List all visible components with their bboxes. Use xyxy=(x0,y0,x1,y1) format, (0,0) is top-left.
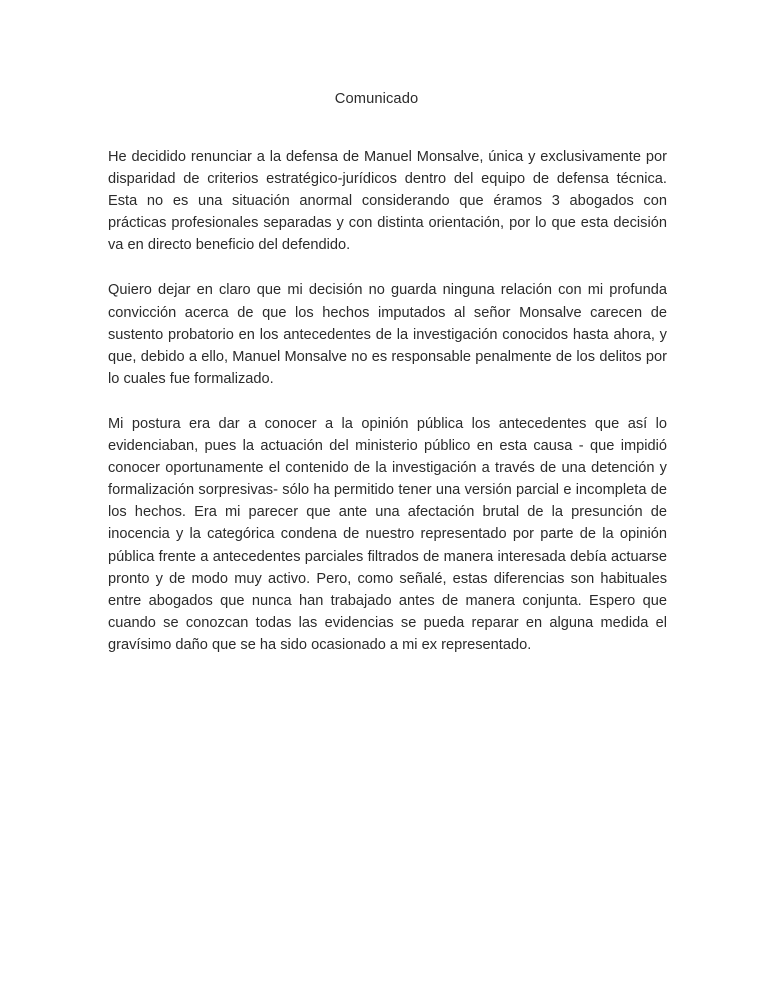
paragraph-3 xyxy=(108,413,667,656)
paragraph-1-segment-2: Esta no es una situación anormal considerando que éramos 3 abogados con prácticas profesionales separadas y con distinta orientación, por lo que esta decisión va en directo beneficio del defendido. xyxy=(108,193,667,254)
paragraph-2-segment-1: Quiero dejar en claro que mi decisión no guarda ninguna relación con mi profunda convicción acerca de que los hechos imputados al señor Monsalve carecen de sustento probatorio en los antecedentes de la investigación conocidos hasta ahora, y que, debido a ello, Manuel Monsalve no es responsable penalmente de los delitos por lo cuales fue formalizado. xyxy=(108,282,667,387)
paragraph-3-segment-1: Mi postura era dar a conocer a la opinión pública los antecedentes que así lo evidenciaban, pues la actuación del ministerio público en esta causa - que impidió conocer oportunamente el contenido de la investigación a través de una detención y formalización sorpresivas- sólo ha permitido tener una versión parcial e incompleta de los hechos. Era mi parecer que ante una afectación brutal de la presunción de inocencia y la categórica condena de nuestro representado por parte de la opinión pública frente a antecedentes parciales filtrados de manera interesada debía actuarse pronto y de modo muy activo. Pero, como señalé, estas diferencias son habituales entre abogados que nunca han trabajado antes de manera conjunta. Espero que cuando se conozcan todas las evidencias se pueda reparar en alguna medida el gravísimo daño que se ha sido ocasionado a mi ex representado. xyxy=(108,415,667,653)
document-body xyxy=(108,146,667,656)
page-title: Comunicado xyxy=(334,91,419,107)
paragraph-1-segment-1: He decidido renunciar a la defensa de Manuel Monsalve, única y exclusivamente por disparidad de criterios estratégico-jurídicos dentro del equipo de defensa técnica. xyxy=(108,149,667,188)
paragraph-1 xyxy=(108,146,667,256)
paragraph-2 xyxy=(108,279,667,389)
